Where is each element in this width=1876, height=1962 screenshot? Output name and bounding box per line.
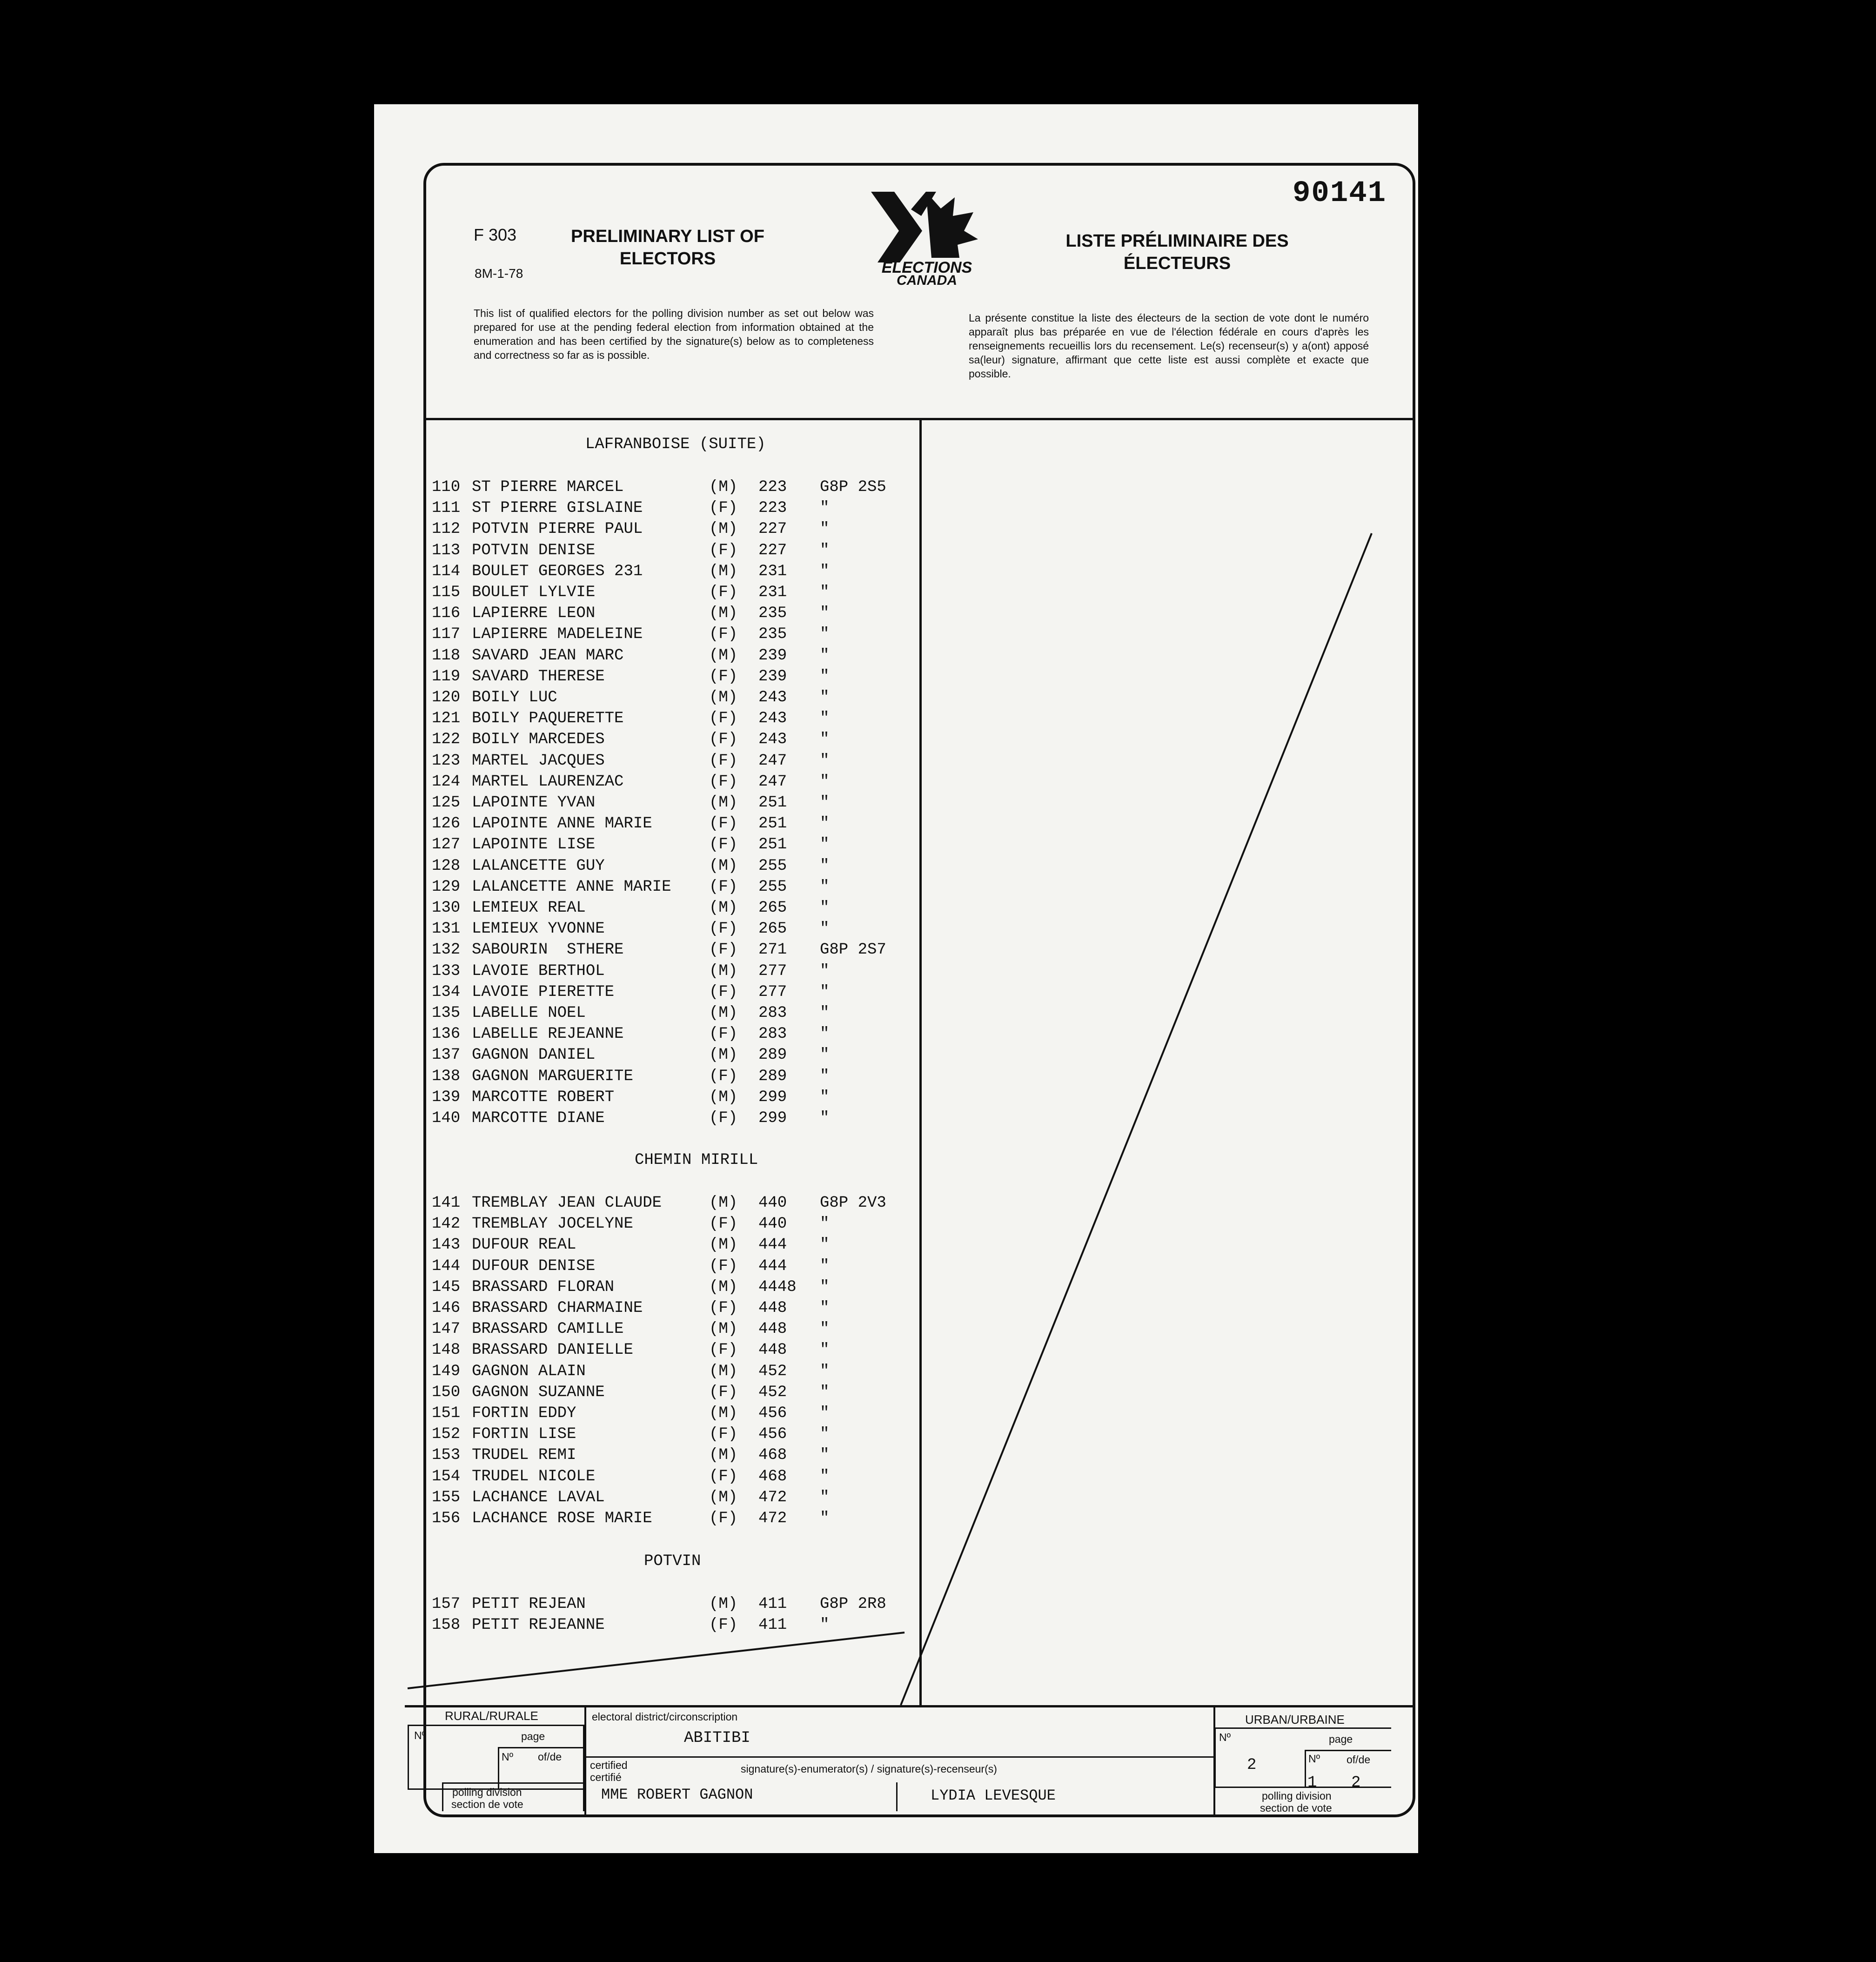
elector-postal-code: ": [820, 1468, 830, 1485]
elector-postal-code: ": [820, 815, 830, 833]
elector-postal-code: ": [820, 647, 830, 665]
elector-number: 135: [432, 1004, 461, 1022]
elector-name: BOULET GEORGES 231: [472, 563, 643, 580]
elector-civic-number: 265: [758, 899, 787, 917]
elector-sex: (M): [709, 899, 738, 917]
elector-number: 156: [432, 1510, 461, 1527]
elector-number: 138: [432, 1068, 461, 1085]
elector-name: LAPOINTE LISE: [472, 836, 596, 853]
elector-postal-code: ": [820, 878, 830, 896]
elector-number: 133: [432, 962, 461, 980]
elector-number: 126: [432, 815, 461, 833]
elector-sex: (F): [709, 542, 738, 559]
elector-name: TRUDEL NICOLE: [472, 1468, 596, 1485]
urban-label: URBAN/URBAINE: [1245, 1713, 1345, 1727]
elector-postal-code: ": [820, 1616, 830, 1634]
elector-civic-number: 472: [758, 1489, 787, 1506]
elector-number: 146: [432, 1299, 461, 1317]
elector-postal-code: ": [820, 689, 830, 706]
elector-civic-number: 255: [758, 857, 787, 875]
elector-sex: (F): [709, 1341, 738, 1359]
page-number: 1: [1307, 1774, 1317, 1792]
elector-civic-number: 289: [758, 1068, 787, 1085]
elector-name: FORTIN EDDY: [472, 1404, 576, 1422]
urban-page-label: page: [1329, 1733, 1353, 1745]
elector-sex: (F): [709, 1257, 738, 1275]
elector-civic-number: 227: [758, 542, 787, 559]
urban-polling-label-2: section de vote: [1260, 1802, 1332, 1814]
elector-sex: (F): [709, 1215, 738, 1233]
elector-civic-number: 472: [758, 1510, 787, 1527]
elector-sex: (M): [709, 1089, 738, 1106]
elector-name: POTVIN DENISE: [472, 542, 596, 559]
elector-civic-number: 271: [758, 941, 787, 959]
elector-civic-number: 411: [758, 1616, 787, 1634]
elector-name: DUFOUR DENISE: [472, 1257, 596, 1275]
elector-number: 119: [432, 668, 461, 685]
rural-label: RURAL/RURALE: [445, 1709, 538, 1723]
elector-postal-code: ": [820, 794, 830, 812]
elector-civic-number: 468: [758, 1468, 787, 1485]
rural-no-label: Nº: [414, 1729, 426, 1741]
elector-name: MARTEL LAURENZAC: [472, 773, 624, 791]
elector-civic-number: 448: [758, 1341, 787, 1359]
elector-postal-code: G8P 2V3: [820, 1194, 886, 1212]
elector-civic-number: 277: [758, 962, 787, 980]
elector-name: BRASSARD CAMILLE: [472, 1320, 624, 1338]
elector-name: GAGNON DANIEL: [472, 1046, 596, 1064]
elector-civic-number: 440: [758, 1194, 787, 1212]
elector-postal-code: ": [820, 962, 830, 980]
elector-name: LAPOINTE YVAN: [472, 794, 596, 812]
elector-civic-number: 468: [758, 1446, 787, 1464]
elector-postal-code: ": [820, 625, 830, 643]
elector-sex: (M): [709, 1320, 738, 1338]
elector-postal-code: ": [820, 520, 830, 538]
elector-number: 116: [432, 605, 461, 622]
elector-sex: (F): [709, 815, 738, 833]
elector-postal-code: ": [820, 1257, 830, 1275]
elector-number: 149: [432, 1363, 461, 1380]
elector-number: 141: [432, 1194, 461, 1212]
signatures-label: signature(s)-enumerator(s) / signature(s)-recenseur(s): [741, 1763, 997, 1775]
elector-postal-code: ": [820, 1446, 830, 1464]
elector-civic-number: 235: [758, 625, 787, 643]
elector-sex: (M): [709, 1489, 738, 1506]
elector-name: MARTEL JACQUES: [472, 752, 605, 770]
elector-sex: (M): [709, 478, 738, 496]
elector-name: MARCOTTE DIANE: [472, 1109, 605, 1127]
elector-civic-number: 444: [758, 1257, 787, 1275]
elector-name: SAVARD JEAN MARC: [472, 647, 624, 665]
elector-civic-number: 283: [758, 1004, 787, 1022]
elector-postal-code: ": [820, 1363, 830, 1380]
elector-sex: (F): [709, 1025, 738, 1043]
elector-sex: (M): [709, 1194, 738, 1212]
elector-name: LALANCETTE ANNE MARIE: [472, 878, 671, 896]
elector-sex: (F): [709, 1616, 738, 1634]
elector-postal-code: ": [820, 710, 830, 727]
elector-sex: (M): [709, 857, 738, 875]
elector-sex: (M): [709, 1046, 738, 1064]
elector-name: BOULET LYLVIE: [472, 584, 596, 601]
elector-sex: (M): [709, 1446, 738, 1464]
elector-civic-number: 239: [758, 647, 787, 665]
elector-civic-number: 277: [758, 983, 787, 1001]
elector-name: BRASSARD CHARMAINE: [472, 1299, 643, 1317]
elector-number: 114: [432, 563, 461, 580]
elector-civic-number: 251: [758, 815, 787, 833]
elector-number: 150: [432, 1384, 461, 1401]
elector-civic-number: 452: [758, 1384, 787, 1401]
elector-number: 136: [432, 1025, 461, 1043]
elector-number: 132: [432, 941, 461, 959]
elector-sex: (M): [709, 1363, 738, 1380]
elector-name: DUFOUR REAL: [472, 1236, 576, 1254]
elector-number: 110: [432, 478, 461, 496]
logo-line-1: ELECTIONS: [881, 259, 972, 276]
elector-sex: (M): [709, 794, 738, 812]
elector-name: LAPOINTE ANNE MARIE: [472, 815, 652, 833]
elector-postal-code: ": [820, 584, 830, 601]
elector-name: FORTIN LISE: [472, 1425, 576, 1443]
elector-name: BOILY LUC: [472, 689, 557, 706]
elector-sex: (M): [709, 689, 738, 706]
elector-civic-number: 265: [758, 920, 787, 938]
elector-postal-code: ": [820, 1236, 830, 1254]
elector-sex: (M): [709, 520, 738, 538]
elector-postal-code: ": [820, 1299, 830, 1317]
elector-sex: (F): [709, 773, 738, 791]
elector-number: 144: [432, 1257, 461, 1275]
elector-postal-code: ": [820, 1109, 830, 1127]
elector-sex: (F): [709, 983, 738, 1001]
elector-number: 115: [432, 584, 461, 601]
elector-name: LABELLE NOEL: [472, 1004, 586, 1022]
diagonal-cancel-line: [901, 533, 1372, 1705]
elector-postal-code: ": [820, 542, 830, 559]
elector-number: 142: [432, 1215, 461, 1233]
intro-french: La présente constitue la liste des électeurs de la section de vote dont le numéro apparaît plus bas préparée en vue de l'élection fédérale en cours d'après les renseignements recueillis lors du recensement. Le(s) recenseur(s) y a(ont) apposé sa(leur) signature, affirmant que cette liste est aussi complète et exacte que possible.: [969, 312, 1369, 380]
title-english-line-1: PRELIMINARY LIST OF: [571, 227, 764, 246]
elector-name: MARCOTTE ROBERT: [472, 1089, 615, 1106]
form-date: 8M-1-78: [475, 266, 523, 281]
elector-civic-number: 247: [758, 752, 787, 770]
urban-page-no-label: Nº: [1308, 1753, 1320, 1765]
elector-postal-code: ": [820, 605, 830, 622]
elector-civic-number: 456: [758, 1404, 787, 1422]
rural-page-label: page: [521, 1730, 545, 1742]
elector-postal-code: ": [820, 1004, 830, 1022]
rural-polling-label-2: section de vote: [451, 1798, 523, 1810]
elector-name: BOILY PAQUERETTE: [472, 710, 624, 727]
elector-sex: (M): [709, 1004, 738, 1022]
elector-postal-code: G8P 2S5: [820, 478, 886, 496]
elector-sex: (M): [709, 1595, 738, 1613]
elector-civic-number: 411: [758, 1595, 787, 1613]
elector-sex: (F): [709, 1510, 738, 1527]
elector-sex: (F): [709, 1468, 738, 1485]
elector-civic-number: 239: [758, 668, 787, 685]
title-french-line-2: ÉLECTEURS: [1123, 254, 1231, 273]
elector-number: 117: [432, 625, 461, 643]
elector-sex: (F): [709, 920, 738, 938]
district-value: ABITIBI: [684, 1729, 750, 1747]
signer-1: MME ROBERT GAGNON: [601, 1786, 753, 1803]
elector-postal-code: ": [820, 1046, 830, 1064]
rural-polling-label-1: polling division: [452, 1786, 522, 1798]
street-heading: POTVIN: [644, 1552, 701, 1570]
elector-number: 157: [432, 1595, 461, 1613]
certified-label-2: certifié: [590, 1771, 622, 1783]
page-total: 2: [1351, 1774, 1361, 1792]
elector-sex: (F): [709, 668, 738, 685]
rural-page-no-label: Nº: [502, 1751, 514, 1763]
elector-name: LACHANCE ROSE MARIE: [472, 1510, 652, 1527]
elector-sex: (F): [709, 1109, 738, 1127]
elector-civic-number: 448: [758, 1299, 787, 1317]
elector-number: 112: [432, 520, 461, 538]
elector-number: 153: [432, 1446, 461, 1464]
logo-line-2: CANADA: [897, 273, 957, 286]
elector-postal-code: ": [820, 563, 830, 580]
elector-civic-number: 247: [758, 773, 787, 791]
elector-name: SAVARD THERESE: [472, 668, 605, 685]
elector-name: TREMBLAY JEAN CLAUDE: [472, 1194, 662, 1212]
elector-name: TRUDEL REMI: [472, 1446, 576, 1464]
elector-number: 113: [432, 542, 461, 559]
street-heading: CHEMIN MIRILL: [635, 1151, 758, 1169]
elector-postal-code: ": [820, 499, 830, 517]
elector-number: 154: [432, 1468, 461, 1485]
elector-name: ST PIERRE MARCEL: [472, 478, 624, 496]
elector-postal-code: ": [820, 857, 830, 875]
elector-sex: (M): [709, 1404, 738, 1422]
elector-postal-code: ": [820, 1384, 830, 1401]
elector-number: 158: [432, 1616, 461, 1634]
certified-divider: [585, 1756, 1214, 1758]
elector-postal-code: ": [820, 1089, 830, 1106]
elector-postal-code: ": [820, 1425, 830, 1443]
elector-postal-code: ": [820, 1068, 830, 1085]
elector-civic-number: 440: [758, 1215, 787, 1233]
elector-number: 151: [432, 1404, 461, 1422]
elector-number: 140: [432, 1109, 461, 1127]
elector-number: 134: [432, 983, 461, 1001]
elector-civic-number: 444: [758, 1236, 787, 1254]
elector-civic-number: 299: [758, 1109, 787, 1127]
elector-postal-code: ": [820, 1510, 830, 1527]
elector-postal-code: ": [820, 731, 830, 748]
urban-polling-label-1: polling division: [1262, 1790, 1332, 1802]
elector-civic-number: 299: [758, 1089, 787, 1106]
elector-postal-code: G8P 2S7: [820, 941, 886, 959]
elector-number: 125: [432, 794, 461, 812]
title-french-line-1: LISTE PRÉLIMINAIRE DES: [1065, 231, 1289, 251]
elector-sex: (F): [709, 836, 738, 853]
signer-divider: [896, 1782, 898, 1811]
elector-sex: (F): [709, 731, 738, 748]
intro-english: This list of qualified electors for the polling division number as set out below was prepared for use at the pending federal election from information obtained at the enumeration and has been certified by the signature(s) below as to completeness and correctness so far as is possible.: [474, 307, 874, 361]
elector-name: TREMBLAY JOCELYNE: [472, 1215, 633, 1233]
elector-postal-code: ": [820, 668, 830, 685]
elector-name: BOILY MARCEDES: [472, 731, 605, 748]
elector-sex: (F): [709, 1384, 738, 1401]
elector-number: 139: [432, 1089, 461, 1106]
elector-postal-code: ": [820, 920, 830, 938]
elector-civic-number: 243: [758, 731, 787, 748]
district-label: electoral district/circonscription: [592, 1711, 738, 1723]
elector-name: PETIT REJEAN: [472, 1595, 586, 1613]
elector-number: 152: [432, 1425, 461, 1443]
rural-of-label: of/de: [538, 1751, 562, 1763]
elector-number: 124: [432, 773, 461, 791]
elector-civic-number: 235: [758, 605, 787, 622]
elector-sex: (F): [709, 625, 738, 643]
elector-civic-number: 251: [758, 836, 787, 853]
elector-postal-code: ": [820, 1215, 830, 1233]
elector-number: 122: [432, 731, 461, 748]
certified-label-1: certified: [590, 1759, 628, 1771]
elector-number: 128: [432, 857, 461, 875]
elector-name: LACHANCE LAVAL: [472, 1489, 605, 1506]
elector-number: 131: [432, 920, 461, 938]
elector-sex: (F): [709, 752, 738, 770]
elector-number: 155: [432, 1489, 461, 1506]
elector-civic-number: 456: [758, 1425, 787, 1443]
elector-postal-code: ": [820, 1278, 830, 1296]
elector-civic-number: 448: [758, 1320, 787, 1338]
elector-postal-code: ": [820, 899, 830, 917]
elector-postal-code: ": [820, 773, 830, 791]
elector-civic-number: 243: [758, 689, 787, 706]
elector-name: LAPIERRE LEON: [472, 605, 596, 622]
elector-sex: (F): [709, 499, 738, 517]
district-divider-left: [584, 1705, 586, 1815]
elector-postal-code: ": [820, 1320, 830, 1338]
serial-number: 90141: [1293, 177, 1387, 210]
elector-civic-number: 289: [758, 1046, 787, 1064]
elector-postal-code: ": [820, 836, 830, 853]
elector-civic-number: 231: [758, 584, 787, 601]
elector-number: 111: [432, 499, 461, 517]
elector-sex: (M): [709, 647, 738, 665]
elector-name: GAGNON ALAIN: [472, 1363, 586, 1380]
elector-postal-code: ": [820, 983, 830, 1001]
urban-no-label: Nº: [1219, 1731, 1231, 1743]
elector-postal-code: G8P 2R8: [820, 1595, 886, 1613]
bottom-cancel-line: [408, 1633, 904, 1688]
elector-sex: (F): [709, 1068, 738, 1085]
elector-sex: (M): [709, 1236, 738, 1254]
elector-civic-number: 452: [758, 1363, 787, 1380]
elector-name: GAGNON SUZANNE: [472, 1384, 605, 1401]
signer-2: LYDIA LEVESQUE: [931, 1787, 1056, 1804]
elector-number: 143: [432, 1236, 461, 1254]
elector-civic-number: 283: [758, 1025, 787, 1043]
street-heading: LAFRANBOISE (SUITE): [585, 436, 766, 453]
elector-number: 118: [432, 647, 461, 665]
title-english-line-2: ELECTORS: [619, 249, 716, 269]
elector-postal-code: ": [820, 1489, 830, 1506]
elector-name: SABOURIN STHERE: [472, 941, 624, 959]
elector-sex: (F): [709, 584, 738, 601]
elector-civic-number: 223: [758, 499, 787, 517]
elector-sex: (M): [709, 605, 738, 622]
elector-number: 145: [432, 1278, 461, 1296]
elector-civic-number: 227: [758, 520, 787, 538]
elector-number: 137: [432, 1046, 461, 1064]
elector-postal-code: ": [820, 1404, 830, 1422]
elector-sex: (M): [709, 563, 738, 580]
elector-name: LAVOIE BERTHOL: [472, 962, 605, 980]
urban-of-label: of/de: [1347, 1754, 1371, 1766]
elector-sex: (F): [709, 941, 738, 959]
elector-name: POTVIN PIERRE PAUL: [472, 520, 643, 538]
elector-sex: (F): [709, 1299, 738, 1317]
elector-number: 121: [432, 710, 461, 727]
form-number: F 303: [474, 225, 517, 244]
elector-name: LABELLE REJEANNE: [472, 1025, 624, 1043]
elector-number: 129: [432, 878, 461, 896]
elector-number: 130: [432, 899, 461, 917]
elector-name: LEMIEUX REAL: [472, 899, 586, 917]
elector-name: BRASSARD DANIELLE: [472, 1341, 633, 1359]
elector-sex: (F): [709, 878, 738, 896]
elector-number: 148: [432, 1341, 461, 1359]
elector-postal-code: ": [820, 1341, 830, 1359]
elector-name: LALANCETTE GUY: [472, 857, 605, 875]
elector-civic-number: 223: [758, 478, 787, 496]
polling-division-number: 2: [1247, 1756, 1257, 1774]
elector-name: PETIT REJEANNE: [472, 1616, 605, 1634]
elector-name: LAPIERRE MADELEINE: [472, 625, 643, 643]
elector-civic-number: 255: [758, 878, 787, 896]
elector-number: 120: [432, 689, 461, 706]
elector-name: GAGNON MARGUERITE: [472, 1068, 633, 1085]
elector-name: BRASSARD FLORAN: [472, 1278, 615, 1296]
elector-postal-code: ": [820, 1025, 830, 1043]
elector-sex: (M): [709, 962, 738, 980]
elector-name: ST PIERRE GISLAINE: [472, 499, 643, 517]
elector-sex: (M): [709, 1278, 738, 1296]
elector-number: 127: [432, 836, 461, 853]
elector-civic-number: 231: [758, 563, 787, 580]
elector-sex: (F): [709, 1425, 738, 1443]
elector-civic-number: 243: [758, 710, 787, 727]
elector-number: 147: [432, 1320, 461, 1338]
elector-postal-code: ": [820, 752, 830, 770]
elector-sex: (F): [709, 710, 738, 727]
elector-name: LEMIEUX YVONNE: [472, 920, 605, 938]
elector-number: 123: [432, 752, 461, 770]
elector-name: LAVOIE PIERETTE: [472, 983, 615, 1001]
elector-civic-number: 251: [758, 794, 787, 812]
elector-civic-number: 4448: [758, 1278, 797, 1296]
